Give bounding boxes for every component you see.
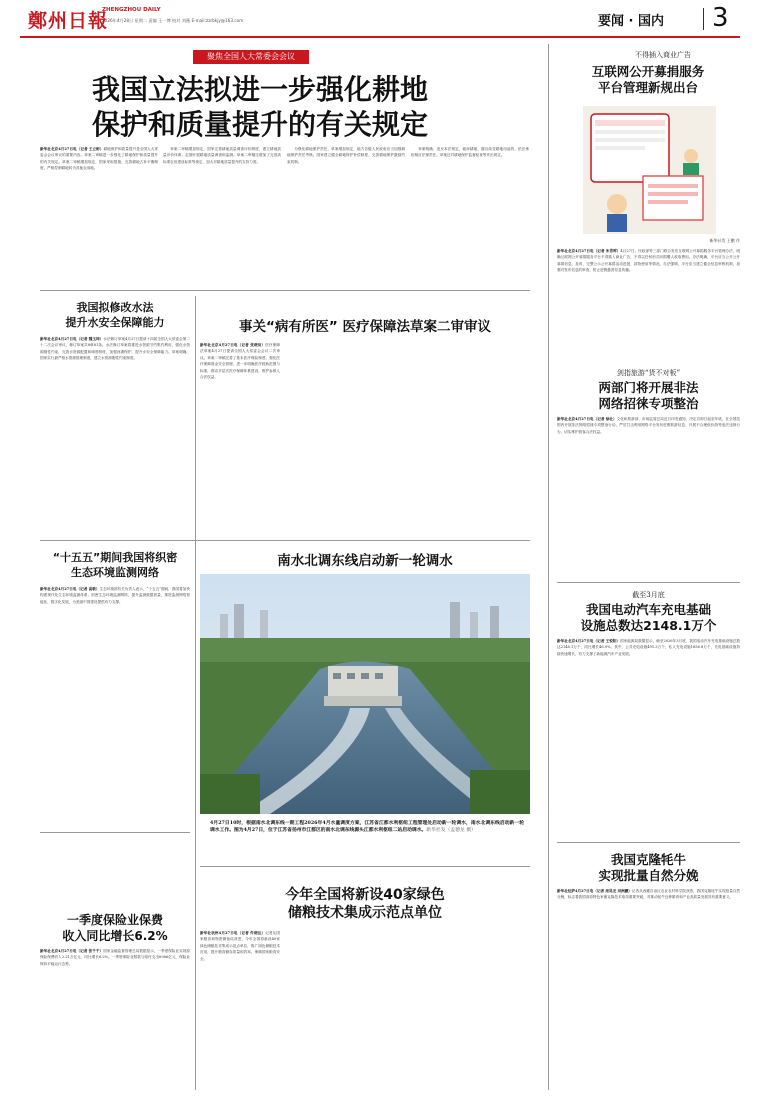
lead-text-1: 耕地保护和质量提升是全国人大常委会会议审议的重要内容。草案二审稿进一步强化了耕地保护和质量提升的有关规定。草案二审稿增加规定，国家采取措施，完善耕地占补平衡制度，严格控制耕地转为其他农用地。 (40, 147, 158, 171)
travel-kicker: 剑指旅游“货不对板” (616, 369, 681, 377)
charity-byline: 新华社北京4月27日电（记者 朱青晖） (557, 249, 621, 253)
newspaper-logo: 鄭州日報 (28, 10, 109, 32)
medical-text: 医疗保障法草案4月27日提请全国人大常委会会议二次审议。草案二审稿完善了基本医疗保险制度，强化医疗保障基金安全管理，进一步明确医疗救助范围与标准，推动多层次医疗保障体系建设，维护参保人合法权益。 (200, 343, 280, 380)
water-law-headline-line1: 我国拟修改水法 (76, 301, 154, 314)
photo-caption (210, 820, 524, 860)
storage-col-3 (370, 930, 450, 1090)
insurance-body (40, 948, 190, 1088)
charging-headline-line1: 我国电动汽车充电基础 (585, 602, 711, 617)
charging-text: 国家能源局数据显示，截至2026年3月底，我国电动汽车充电基础设施总数达2148.1万个，同比增长46.9%。其中，公共充电设施491.3万个，私人充电设施1656.8万个，充电基础设施持续快速增长，有力支撑了新能源汽车产业发展。 (557, 639, 740, 656)
medical-col-3 (370, 342, 450, 534)
lead-col-1 (40, 146, 158, 284)
storage-text: 记者从国家粮食和物资储备局获悉，今年全国将新设40家绿色储粮技术集成示范点单位，推广绿色储粮技术应用，提升粮食储存质量和效率，保障国家粮食安全。 (200, 931, 280, 961)
photo-credit: 新华社发（孟德龙 摄） (426, 828, 476, 833)
charging-body (557, 638, 740, 838)
date-line: 2026年4月28日 星期二 责编 王一博 校对 刘薇 E-mail:zzrbkjy@163.com (102, 18, 244, 23)
insurance-headline-line1: 一季度保险业保费 (66, 913, 163, 927)
storage-col-4 (455, 930, 535, 1090)
insurance-text: 国家金融监督管理总局数据显示，一季度保险业实现原保险保费收入2.21万亿元，同比增长6.2%。一季度保险业赔款与给付支出6986亿元，保险业保持平稳运行态势。 (40, 949, 190, 966)
eco-body (40, 586, 190, 824)
travel-headline-line1: 两部门将开展非法 (598, 380, 699, 395)
section-name: 要闻 · 国内 (598, 14, 664, 29)
water-law-headline (40, 300, 190, 330)
charging-headline (557, 602, 740, 634)
charity-headline (558, 64, 738, 96)
charging-kicker: 截至3月底 (632, 591, 665, 599)
travel-bottom-rule (557, 582, 740, 583)
lead-section-tag: 聚焦全国人大常委会会议 (193, 50, 309, 64)
medical-col-2 (285, 342, 365, 534)
lead-byline: 新华社北京4月27日电（记者 王立彬） (40, 147, 104, 151)
travel-body (557, 416, 740, 576)
lead-text-3: 为强化耕地保护责任，草案增加规定，地方各级人民政府应当加强耕地保护责任考核。国家建立健全耕地保护补偿制度，完善耕地保护激励约束机制。 (287, 147, 405, 164)
storage-headline (200, 886, 530, 922)
charity-body (557, 248, 740, 358)
lead-text-4: 草案明确，违反本法规定，破坏耕地、擅自改变耕地用途的，依法承担相应法律责任。草案还对耕地保护监督检查等作出规定。 (411, 147, 529, 158)
cartoon-illustration (583, 106, 716, 234)
left-column-divider (195, 296, 196, 1090)
eco-headline-line2: 生态环境监测网络 (71, 566, 159, 579)
masthead-rule (20, 36, 740, 38)
lead-bottom-rule (40, 290, 530, 291)
medical-bottom-rule (40, 540, 530, 541)
yak-headline-line1: 我国克隆牦牛 (610, 852, 686, 867)
charity-headline-line1: 互联网公开募捐服务 (591, 64, 705, 79)
charity-credit: 新华社发 王鹏 作 (709, 238, 740, 243)
lead-col-4 (411, 146, 529, 284)
photo-bottom-rule (200, 866, 530, 867)
canal-photo (200, 574, 530, 814)
lead-text-2: 草案二审稿增加规定，国家完善耕地质量调查评价制度，建立耕地质量评价体系，定期开展耕地质量调查和监测。草案二审稿还增加了完善高标准农田建设标准等规定，加大对耕地质量提升的支持力度。 (163, 147, 281, 164)
lead-headline-line2: 保护和质量提升的有关规定 (91, 108, 428, 141)
charity-text: 4月27日，民政部等三部门联合发布互联网公开募捐服务平台管理办法，明确互联网公开募捐服务平台不得插入商业广告，不得以任何形式向捐赠人收取费用。办法明确，平台应当公开公开募捐信息，及时、完整公示公开募捐活动进展、款物使用等情况。办法强调，平台应当建立健全信息审核机制，加强对发布信息的审查，防止虚假慈善信息传播。 (557, 249, 740, 273)
brand-english: ZHENGZHOU DAILY (102, 7, 161, 13)
yak-headline-line2: 实现批量自然分娩 (598, 868, 699, 883)
medical-headline: 事关“病有所医” 医疗保障法草案二审审议 (239, 319, 491, 335)
eco-text: 生态环境部有关负责人表示，“十五五”期间，我国将加快构建现代化生态环境监测体系，织密生态环境监测网络，提升监测数据质量，推进监测网络智能化、数字化发展，为美丽中国建设提供有力支撑。 (40, 587, 190, 604)
canal-photo-svg (200, 574, 530, 814)
storage-body (200, 930, 280, 1090)
travel-headline-line2: 网络招徕专项整治 (598, 396, 699, 411)
charging-byline: 新华社北京4月27日电（记者 王悦阳） (557, 639, 621, 643)
masthead (0, 0, 761, 40)
insurance-top-rule (40, 832, 190, 833)
water-law-body (40, 336, 190, 522)
insurance-byline: 新华社北京4月27日电（记者 张千千） (40, 949, 104, 953)
medical-col-4 (455, 342, 535, 534)
charity-headline-line2: 平台管理新规出台 (597, 80, 698, 95)
photo-caption-text: 4月27日10时，根据南水北调东线一期工程2026年4月水量调度方案，江苏省江都水利枢纽工程管理处启动新一轮调水，南水北调东线启动新一轮调水工作。图为4月27日，位于江苏省扬州市江都区的南水北调东线源头江都水利枢纽二站启动调水。 (210, 820, 524, 833)
page-number: 3 (712, 3, 729, 33)
water-law-headline-line2: 提升水安全保障能力 (65, 316, 165, 329)
charity-kicker: 不得插入商业广告 (635, 51, 691, 59)
insurance-headline (40, 912, 190, 944)
insurance-headline-line2: 收入同比增长6.2% (62, 929, 168, 943)
lead-headline (60, 72, 460, 142)
lead-col-2 (163, 146, 281, 284)
storage-headline-line2: 储粮技术集成示范点单位 (288, 905, 442, 921)
photo-headline: 南水北调东线启动新一轮调水 (277, 553, 453, 569)
page-number-divider (703, 8, 704, 30)
charging-headline-line2: 设施总数达2148.1万个 (580, 618, 717, 633)
water-law-byline: 新华社北京4月27日电（记者 魏玉坤） (40, 337, 104, 341)
charging-bottom-rule (557, 842, 740, 843)
water-law-text: 水法修订草案4月27日提请十四届全国人大常委会第二十二次会议审议，修订草案共8章81条。水法修订草案将推进水资源节约集约利用，强化水资源刚性约束，完善水资源配置和调度制度，加强河湖保护，提升水安全保障能力。草案明确，国家实行最严格水资源管理制度，建立水资源刚性约束制度。 (40, 337, 190, 361)
travel-text: 文化和旅游部、市场监管总局近日印发通知，决定自即日起至年底，在全国范围内开展非法网络招徕专项整治行动，严厉打击利用网络平台发布虚假旅游信息、开展不合理低价游等违法违规行为，切实维护游客合法权益。 (557, 417, 740, 434)
lead-col-3 (287, 146, 405, 284)
yak-headline (557, 852, 740, 884)
eco-byline: 新华社北京4月27日电（记者 高敬） (40, 587, 100, 591)
right-column-divider (548, 44, 549, 1090)
medical-byline: 新华社北京4月27日电（记者 张晓洁） (200, 343, 266, 347)
travel-headline (557, 380, 740, 412)
travel-byline: 新华社北京4月27日电（记者 徐壮） (557, 417, 617, 421)
eco-headline (40, 550, 190, 580)
yak-body (557, 888, 740, 1088)
yak-byline: 新华社拉萨4月27日电（记者 周昊龙 刘洲鹏） (557, 889, 632, 893)
yak-text: 记者从西藏自治区农业农村科学院获悉，我国克隆牦牛实现批量自然分娩，标志着我国高原特色家畜克隆技术取得重要突破，对推动牦牛良种繁育和产业高质量发展具有重要意义。 (557, 889, 740, 900)
storage-headline-line1: 今年全国将新设40家绿色 (285, 887, 445, 903)
storage-byline: 新华社杭州4月27日电（记者 仵晓达） (200, 931, 266, 935)
medical-body (200, 342, 280, 534)
charity-cartoon (583, 106, 716, 234)
eco-headline-line1: “十五五”期间我国将织密 (52, 551, 178, 564)
storage-col-2 (285, 930, 365, 1090)
lead-headline-line1: 我国立法拟进一步强化耕地 (91, 73, 428, 106)
